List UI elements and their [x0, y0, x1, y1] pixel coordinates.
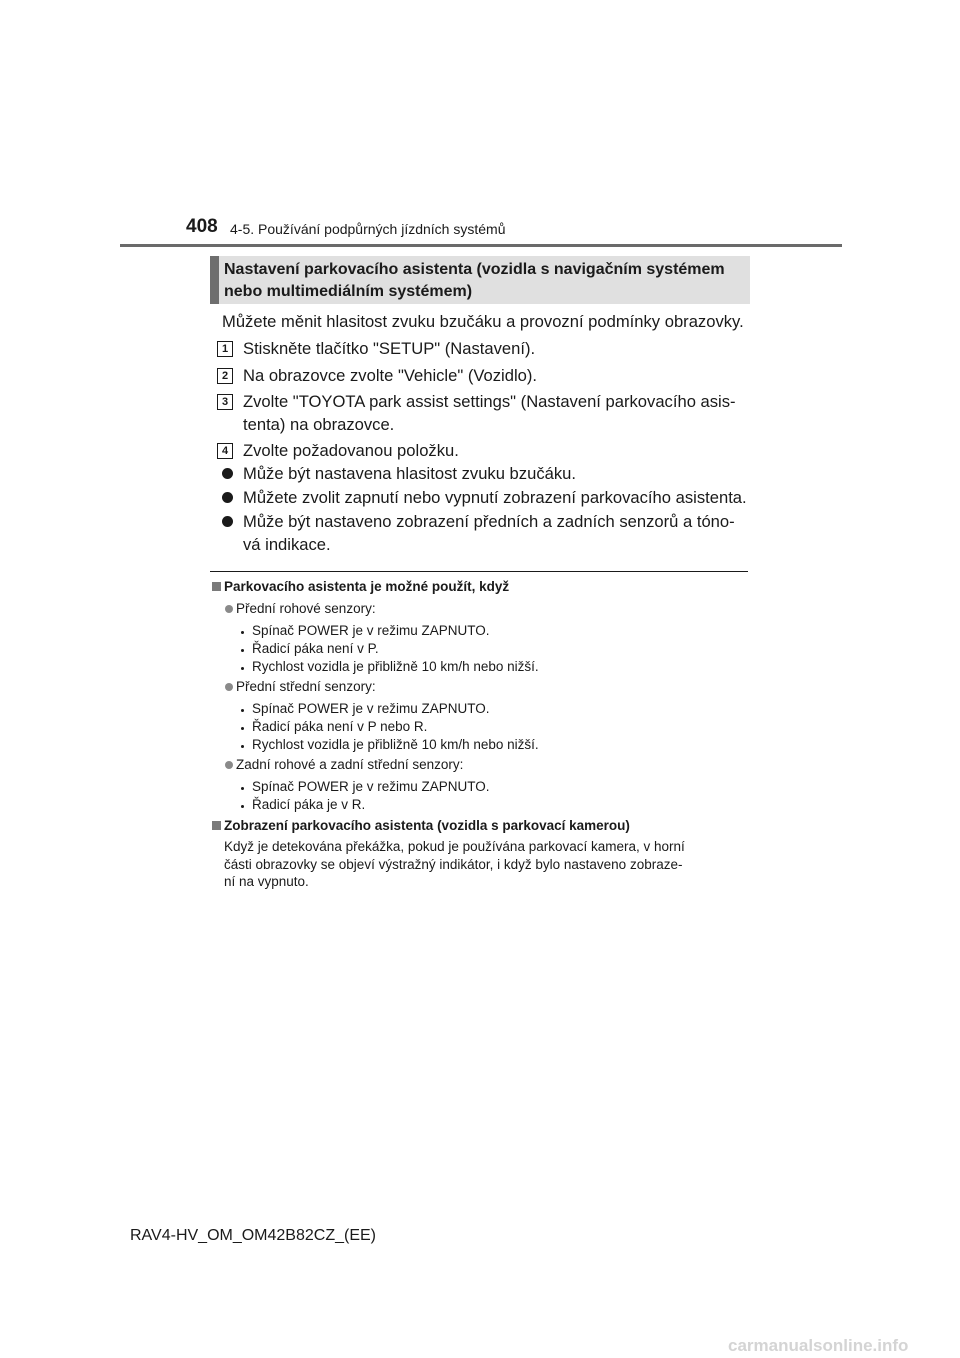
note-square-icon	[212, 582, 221, 591]
condition-text: Řadicí páka není v P nebo R.	[252, 719, 428, 734]
condition-dot	[241, 727, 244, 730]
section-title-line-2: nebo multimediálním systémem)	[224, 283, 473, 300]
note-body-line-3: ní na vypnuto.	[224, 874, 309, 889]
condition-text: Spínač POWER je v režimu ZAPNUTO.	[252, 623, 490, 638]
condition-text: Řadicí páka není v P.	[252, 641, 379, 656]
condition-dot	[241, 805, 244, 808]
note-body-line-1: Když je detekována překážka, pokud je používána parkovací kamera, v horní	[224, 839, 685, 854]
sub-bullet-dot-1	[225, 605, 233, 613]
step-2-line-1: Na obrazovce zvolte "Vehicle" (Vozidlo).	[243, 366, 538, 385]
sub-bullet-dot-2	[225, 683, 233, 691]
condition-dot	[241, 787, 244, 790]
bullet-3-line-2: vá indikace.	[243, 535, 331, 554]
bullet-dot-3	[222, 516, 233, 527]
condition-text: Rychlost vozidla je přibližně 10 km/h nebo nižší.	[252, 659, 539, 674]
step-3-line-1: Zvolte "TOYOTA park assist settings" (Nastavení parkovacího asis-	[243, 392, 736, 411]
bullet-dot-2	[222, 492, 233, 503]
note-square-icon	[212, 821, 221, 830]
step-text-3	[243, 390, 753, 436]
condition-dot	[241, 649, 244, 652]
section-title-box	[210, 256, 750, 304]
bullet-2-line-1: Můžete zvolit zapnutí nebo vypnutí zobrazení parkovacího asistenta.	[243, 488, 747, 507]
footer-document-code: RAV4-HV_OM_OM42B82CZ_(EE)	[130, 1227, 376, 1244]
condition-dot	[241, 667, 244, 670]
note-heading-2: Zobrazení parkovacího asistenta (vozidla s parkovací kamerou)	[224, 818, 630, 833]
note-body	[224, 838, 746, 891]
sub-label-2: Přední střední senzory:	[236, 679, 376, 694]
condition-text: Řadicí páka je v R.	[252, 797, 366, 812]
step-text-4	[243, 439, 753, 462]
step-4-line-1: Zvolte požadovanou položku.	[243, 441, 459, 460]
condition-dot	[241, 709, 244, 712]
bullet-3-line-1: Může být nastaveno zobrazení předních a zadních senzorů a tóno-	[243, 512, 735, 531]
step-1-line-1: Stiskněte tlačítko "SETUP" (Nastavení).	[243, 339, 536, 358]
step-text-1	[243, 337, 753, 360]
page-number: 408	[186, 216, 218, 237]
intro-text: Můžete měnit hlasitost zvuku bzučáku a provozní podmínky obrazovky.	[222, 312, 744, 331]
notes-divider	[210, 571, 748, 572]
condition-dot	[241, 631, 244, 634]
step-number-4: 4	[217, 443, 233, 459]
note-heading-1: Parkovacího asistenta je možné použít, když	[224, 579, 510, 594]
condition-text: Spínač POWER je v režimu ZAPNUTO.	[252, 701, 490, 716]
chapter-title: 4-5. Používání podpůrných jízdních systémů	[230, 221, 506, 237]
step-text-2	[243, 364, 753, 387]
bullet-text-1	[243, 462, 753, 485]
step-number-3: 3	[217, 394, 233, 410]
condition-text: Rychlost vozidla je přibližně 10 km/h nebo nižší.	[252, 737, 539, 752]
bullet-dot-1	[222, 468, 233, 479]
condition-dot	[241, 745, 244, 748]
watermark: carmanualsonline.info	[728, 1336, 909, 1355]
step-3-line-2: tenta) na obrazovce.	[243, 415, 395, 434]
step-number-2: 2	[217, 368, 233, 384]
step-number-1: 1	[217, 341, 233, 357]
section-title-line-1: Nastavení parkovacího asistenta (vozidla s navigačním systémem	[224, 261, 725, 278]
bullet-1-line-1: Může být nastavena hlasitost zvuku bzučáku.	[243, 464, 576, 483]
bullet-text-3	[243, 510, 753, 556]
bullet-text-2	[243, 486, 753, 509]
condition-text: Spínač POWER je v režimu ZAPNUTO.	[252, 779, 490, 794]
sub-label-3: Zadní rohové a zadní střední senzory:	[236, 757, 464, 772]
header-divider	[120, 244, 842, 247]
sub-bullet-dot-3	[225, 761, 233, 769]
note-body-line-2: části obrazovky se objeví výstražný indikátor, i když bylo nastaveno zobraze-	[224, 856, 683, 872]
sub-label-1: Přední rohové senzory:	[236, 601, 376, 616]
